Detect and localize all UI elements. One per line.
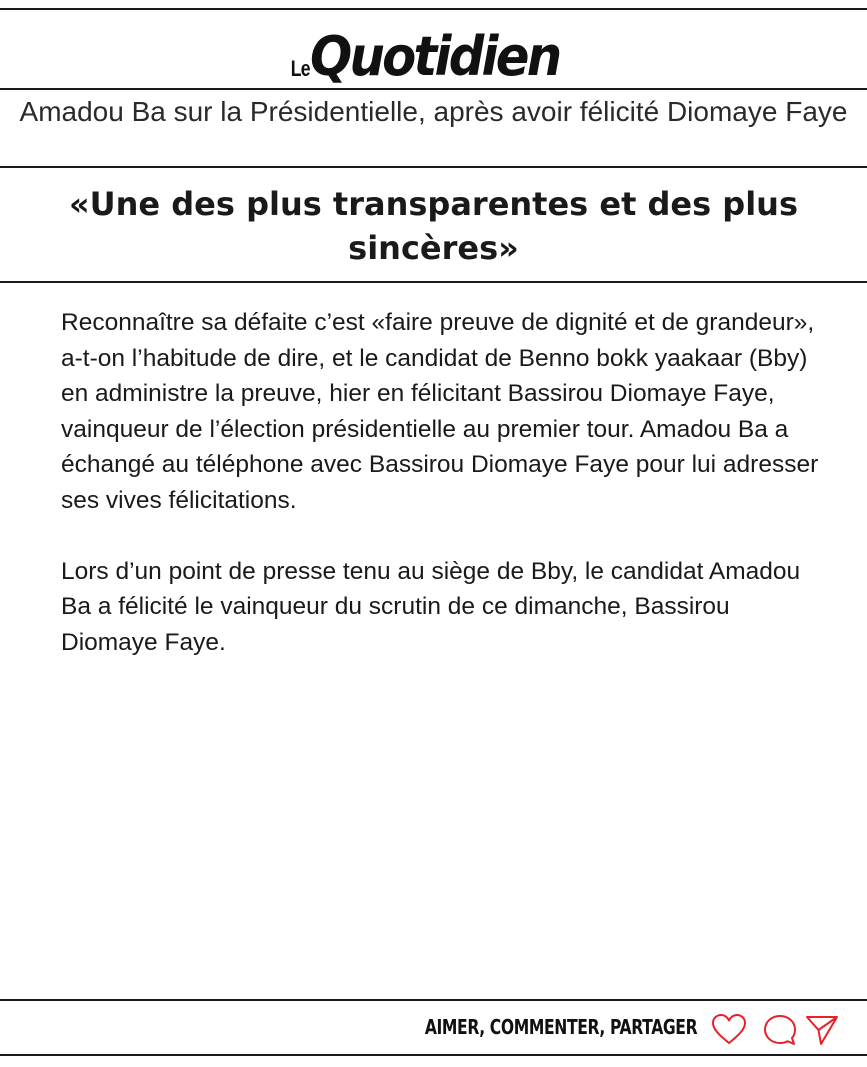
logo-prefix: Le — [290, 56, 310, 81]
article-headline: «Une des plus transparentes et des plus sincères» — [68, 185, 798, 267]
logo-name: Quotidien — [310, 25, 560, 88]
article-kicker: Amadou Ba sur la Présidentielle, après avoir félicité Diomaye Faye — [19, 96, 848, 127]
social-call-to-action: AIMER, COMMENTER, PARTAGER — [424, 1015, 697, 1039]
footer-bottom-rule — [0, 1054, 867, 1056]
comment-bubble-icon[interactable] — [762, 1013, 798, 1047]
newspaper-logo — [286, 25, 582, 88]
article-paragraph: Lors d’un point de presse tenu au siège de Bby, le candidat Amadou Ba a félicité le vainqueur du scrutin de ce dimanche, Bassirou Diomaye Faye. — [61, 557, 801, 656]
footer-top-rule — [0, 999, 867, 1001]
article-body — [61, 305, 821, 696]
top-rule — [0, 8, 867, 10]
headline-divider — [0, 281, 867, 283]
heart-icon[interactable] — [711, 1013, 747, 1047]
masthead-divider — [0, 88, 867, 90]
social-footer — [0, 1003, 867, 1055]
send-icon[interactable] — [804, 1013, 840, 1047]
article-paragraph: Reconnaître sa défaite c’est «faire preuve de dignité et de grandeur», a-t-on l’habitude de dire, et le candidat de Benno bokk yaakaar (Bby) en administre la preuve, hier en félicitant Bassirou Diomaye Faye, vainqueur de l’élection présidentielle au premier tour. Amadou Ba a échangé au téléphone avec Bassirou Diomaye Faye pour lui adresser ses vives félicitations. — [61, 309, 819, 514]
masthead — [0, 12, 867, 86]
kicker-divider — [0, 166, 867, 168]
